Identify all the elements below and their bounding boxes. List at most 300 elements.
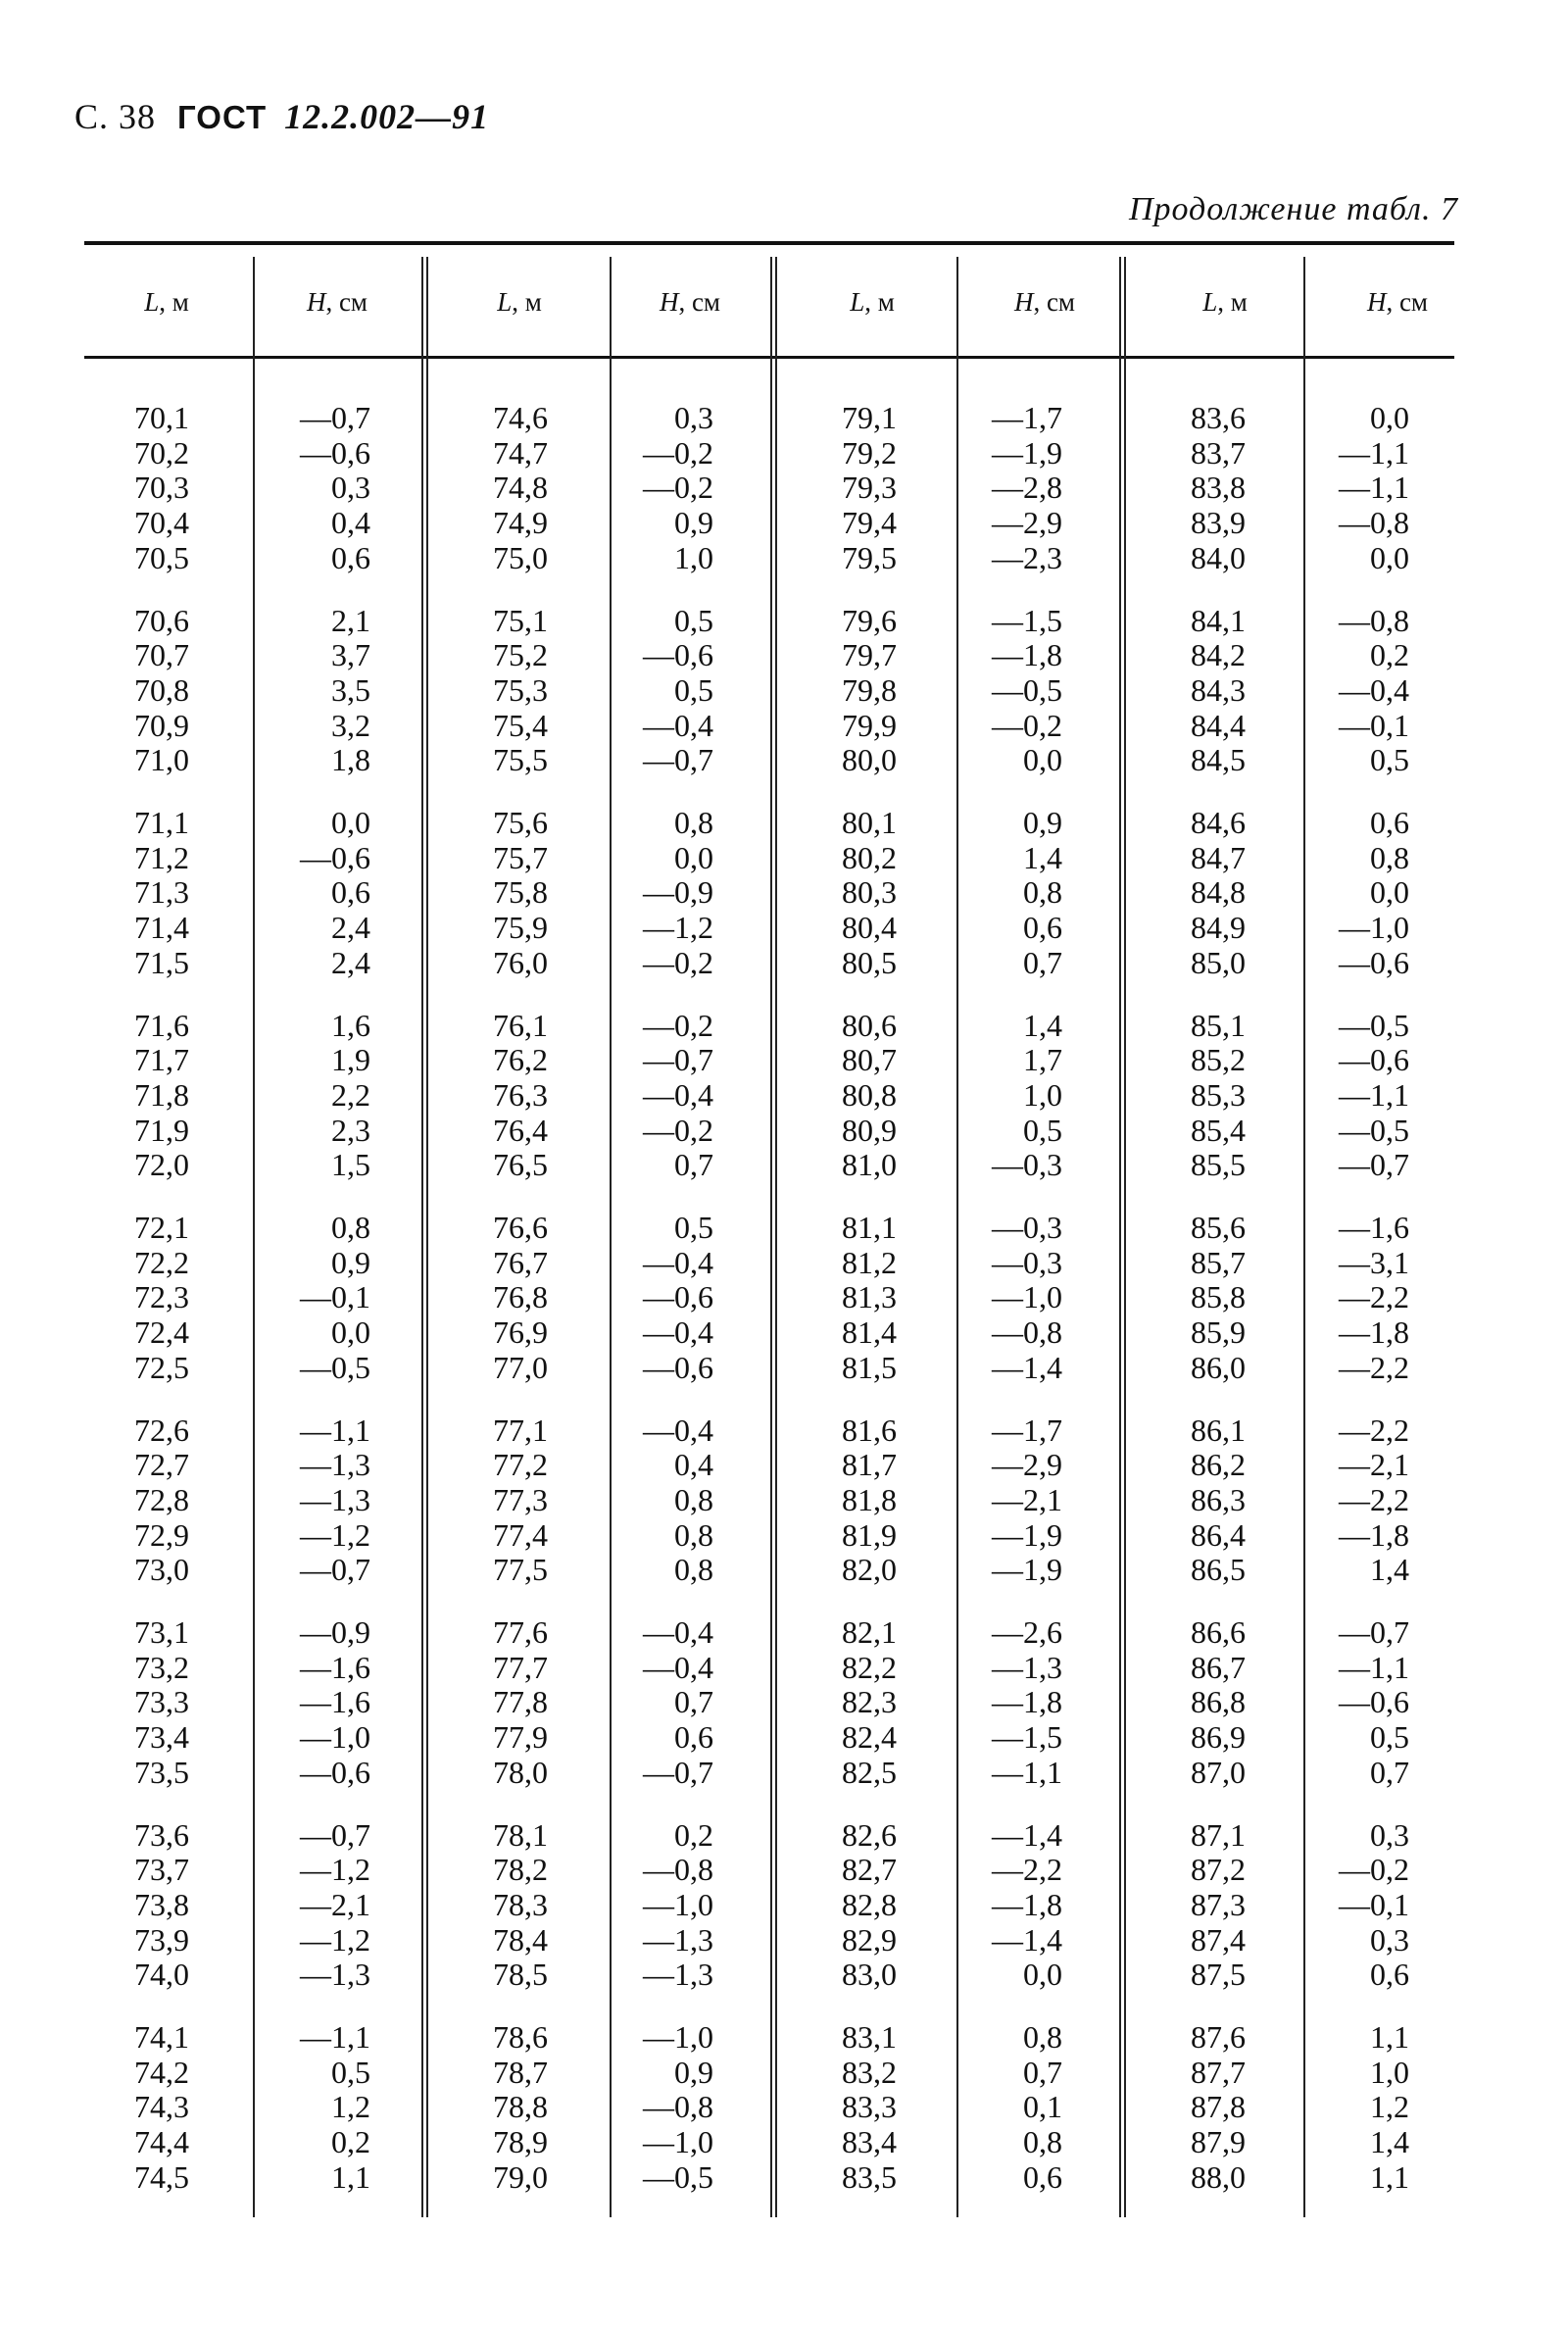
table-cell-height: 1,5 [331, 1147, 370, 1183]
table-cell-length: 78,8 [493, 2089, 548, 2125]
table-cell-length: 76,4 [493, 1112, 548, 1148]
table-cell-length: 71,0 [134, 742, 189, 778]
table-cell-height: 0,8 [674, 1481, 713, 1517]
table-cell-length: 80,0 [842, 742, 897, 778]
table-cell-length: 83,3 [842, 2089, 897, 2125]
table-cell-height: 0,7 [1023, 944, 1062, 980]
table-cell-length: 81,3 [842, 1279, 897, 1315]
table-cell-length: 87,6 [1191, 2019, 1246, 2055]
table-cell-height: 0,3 [674, 400, 713, 435]
table-cell-length: 70,6 [134, 602, 189, 638]
table-cell-length: 85,5 [1191, 1147, 1246, 1183]
table-cell-length: 78,4 [493, 1921, 548, 1958]
table-cell-height: —0,6 [643, 1279, 713, 1315]
table-cell-length: 71,2 [134, 839, 189, 875]
table-cell-length: 77,2 [493, 1447, 548, 1483]
table-cell-height: 3,7 [331, 637, 370, 673]
table-cell-length: 70,1 [134, 400, 189, 435]
table-cell-length: 81,0 [842, 1147, 897, 1183]
table-cell-length: 84,5 [1191, 742, 1246, 778]
table-cell-length: 77,8 [493, 1684, 548, 1720]
table-cell-height: —0,8 [643, 1852, 713, 1888]
table-cell-height: —0,6 [1339, 1684, 1409, 1720]
table-cell-length: 79,4 [842, 505, 897, 541]
table-cell-height: 1,2 [1370, 2089, 1409, 2125]
table-cell-length: 82,9 [842, 1921, 897, 1958]
table-cell-length: 72,2 [134, 1244, 189, 1280]
table-cell-height: —0,4 [643, 1614, 713, 1650]
table-cell-length: 70,2 [134, 434, 189, 471]
table-cell-height: 0,5 [1023, 1112, 1062, 1148]
table-cell-length: 82,5 [842, 1754, 897, 1790]
table-cell-height: —1,2 [643, 910, 713, 946]
column-header-unit: , см [325, 287, 368, 317]
table-cell-height: —0,3 [992, 1244, 1062, 1280]
table-cell-length: 78,0 [493, 1754, 548, 1790]
table-cell-height: —1,3 [300, 1957, 370, 1993]
table-cell-height: 0,2 [674, 1816, 713, 1853]
column-header-length-2 [461, 282, 578, 322]
table-cell-height: —0,4 [643, 1649, 713, 1685]
table-cell-height: 0,5 [1370, 1719, 1409, 1756]
column-header-symbol: H [306, 287, 326, 317]
table-cell-length: 86,7 [1191, 1649, 1246, 1685]
table-cell-length: 70,9 [134, 707, 189, 743]
table-cell-height: 0,0 [331, 805, 370, 840]
table-cell-length: 70,5 [134, 539, 189, 575]
table-cell-length: 78,1 [493, 1816, 548, 1853]
column-header-symbol: L [1202, 287, 1218, 317]
table-cell-height: 2,2 [331, 1076, 370, 1113]
table-cell-height: —1,8 [1339, 1314, 1409, 1351]
table-cell-height: —0,2 [643, 1112, 713, 1148]
column-header-symbol: L [850, 287, 865, 317]
table-cell-height: —0,1 [300, 1279, 370, 1315]
table-cell-length: 81,5 [842, 1349, 897, 1385]
column-header-length-1 [108, 282, 225, 322]
table-cell-length: 72,9 [134, 1516, 189, 1553]
table-cell-height: —2,3 [992, 539, 1062, 575]
table-cell-length: 75,4 [493, 707, 548, 743]
table-cell-height: —1,4 [992, 1816, 1062, 1853]
table-cell-height: —0,9 [300, 1614, 370, 1650]
table-cell-height: —0,5 [992, 671, 1062, 708]
table-cell-length: 72,6 [134, 1412, 189, 1448]
column-header-unit: , см [678, 287, 721, 317]
table-cell-height: —0,8 [1339, 602, 1409, 638]
table-cell-height: —2,9 [992, 505, 1062, 541]
table-cell-length: 83,1 [842, 2019, 897, 2055]
table-cell-length: 86,3 [1191, 1481, 1246, 1517]
table-cell-length: 86,5 [1191, 1552, 1246, 1588]
table-cell-height: —1,0 [643, 2124, 713, 2160]
table-cell-length: 76,7 [493, 1244, 548, 1280]
table-cell-length: 86,1 [1191, 1412, 1246, 1448]
table-cell-length: 76,6 [493, 1210, 548, 1245]
table-cell-length: 71,6 [134, 1007, 189, 1043]
table-cell-height: —0,7 [300, 1816, 370, 1853]
table-cell-length: 73,1 [134, 1614, 189, 1650]
column-header-unit: , м [512, 287, 542, 317]
table-cell-length: 75,7 [493, 839, 548, 875]
table-cell-height: 0,7 [1370, 1754, 1409, 1790]
table-cell-length: 76,3 [493, 1076, 548, 1113]
table-cell-length: 71,3 [134, 874, 189, 911]
table-cell-height: —0,7 [300, 1552, 370, 1588]
table-cell-length: 87,2 [1191, 1852, 1246, 1888]
table-cell-height: 1,1 [331, 2158, 370, 2195]
table-cell-height: —0,7 [643, 1042, 713, 1078]
table-cell-height: 0,7 [674, 1684, 713, 1720]
table-cell-height: 2,3 [331, 1112, 370, 1148]
table-cell-length: 81,2 [842, 1244, 897, 1280]
table-cell-length: 75,9 [493, 910, 548, 946]
table-cell-height: —1,1 [300, 2019, 370, 2055]
table-cell-height: —0,8 [992, 1314, 1062, 1351]
table-cell-height: —2,2 [1339, 1349, 1409, 1385]
table-cell-height: 0,8 [1023, 2124, 1062, 2160]
table-cell-length: 88,0 [1191, 2158, 1246, 2195]
table-cell-height: 0,2 [1370, 637, 1409, 673]
table-cell-height: 0,3 [1370, 1921, 1409, 1958]
table-cell-length: 77,0 [493, 1349, 548, 1385]
table-cell-height: —1,0 [643, 1886, 713, 1922]
table-cell-height: —0,7 [643, 1754, 713, 1790]
table-cell-length: 77,7 [493, 1649, 548, 1685]
table-cell-height: —1,7 [992, 400, 1062, 435]
table-cell-height: —1,1 [300, 1412, 370, 1448]
column-header-unit: , м [864, 287, 895, 317]
table-cell-length: 87,1 [1191, 1816, 1246, 1853]
table-cell-height: —1,2 [300, 1852, 370, 1888]
table-cell-length: 81,7 [842, 1447, 897, 1483]
table-cell-length: 75,3 [493, 671, 548, 708]
table-continuation-caption: Продолжение табл. 7 [1128, 191, 1458, 227]
table-cell-length: 80,9 [842, 1112, 897, 1148]
column-header-length-4 [1166, 282, 1284, 322]
table-cell-height: 1,9 [331, 1042, 370, 1078]
table-cell-length: 77,3 [493, 1481, 548, 1517]
table-cell-height: 0,5 [674, 671, 713, 708]
table-cell-height: —0,4 [643, 1412, 713, 1448]
table-cell-length: 78,2 [493, 1852, 548, 1888]
table-cell-height: 1,4 [1370, 1552, 1409, 1588]
table-cell-height: 0,6 [331, 874, 370, 911]
table-cell-height: —1,6 [1339, 1210, 1409, 1245]
table-cell-height: 0,9 [331, 1244, 370, 1280]
table-cell-length: 81,1 [842, 1210, 897, 1245]
table-cell-length: 84,8 [1191, 874, 1246, 911]
table-cell-height: 0,7 [674, 1147, 713, 1183]
table-cell-length: 81,9 [842, 1516, 897, 1553]
table-cell-height: —0,7 [643, 742, 713, 778]
table-cell-length: 70,4 [134, 505, 189, 541]
table-cell-length: 76,9 [493, 1314, 548, 1351]
table-cell-height: 0,7 [1023, 2054, 1062, 2090]
table-cell-height: —0,7 [300, 400, 370, 435]
table-cell-length: 77,1 [493, 1412, 548, 1448]
table-cell-height: —0,7 [1339, 1147, 1409, 1183]
column-header-symbol: L [144, 287, 160, 317]
table-cell-length: 79,0 [493, 2158, 548, 2195]
table-cell-length: 75,2 [493, 637, 548, 673]
table-cell-height: —1,1 [1339, 1649, 1409, 1685]
table-cell-height: —0,6 [1339, 944, 1409, 980]
table-cell-length: 80,5 [842, 944, 897, 980]
table-cell-length: 81,8 [842, 1481, 897, 1517]
table-cell-length: 85,9 [1191, 1314, 1246, 1351]
table-cell-height: —0,4 [1339, 671, 1409, 708]
table-cell-length: 85,2 [1191, 1042, 1246, 1078]
table-cell-height: —0,4 [643, 707, 713, 743]
table-cell-height: 1,2 [331, 2089, 370, 2125]
table-cell-length: 73,2 [134, 1649, 189, 1685]
table-cell-length: 71,8 [134, 1076, 189, 1113]
table-cell-length: 71,9 [134, 1112, 189, 1148]
table-cell-height: 0,9 [674, 505, 713, 541]
table-cell-height: 0,5 [1370, 742, 1409, 778]
table-cell-length: 86,9 [1191, 1719, 1246, 1756]
table-cell-length: 79,8 [842, 671, 897, 708]
table-cell-length: 83,9 [1191, 505, 1246, 541]
table-cell-length: 72,4 [134, 1314, 189, 1351]
table-cell-length: 80,4 [842, 910, 897, 946]
table-cell-length: 77,4 [493, 1516, 548, 1553]
table-cell-height: 0,0 [674, 839, 713, 875]
table-cell-length: 84,9 [1191, 910, 1246, 946]
table-cell-length: 77,6 [493, 1614, 548, 1650]
table-top-rule [84, 241, 1454, 245]
table-cell-height: 0,8 [1023, 2019, 1062, 2055]
table-cell-length: 70,8 [134, 671, 189, 708]
table-cell-length: 82,4 [842, 1719, 897, 1756]
table-cell-height: 1,0 [1370, 2054, 1409, 2090]
table-cell-height: —1,1 [992, 1754, 1062, 1790]
table-cell-length: 85,7 [1191, 1244, 1246, 1280]
table-cell-length: 72,5 [134, 1349, 189, 1385]
table-cell-height: —1,0 [992, 1279, 1062, 1315]
table-cell-height: —1,3 [300, 1447, 370, 1483]
table-cell-height: 0,0 [1370, 874, 1409, 911]
table-cell-length: 87,4 [1191, 1921, 1246, 1958]
column-header-height-3 [986, 282, 1103, 322]
table-cell-length: 82,6 [842, 1816, 897, 1853]
table-cell-length: 74,5 [134, 2158, 189, 2195]
table-cell-length: 80,3 [842, 874, 897, 911]
table-cell-height: 0,5 [331, 2054, 370, 2090]
table-cell-height: —0,2 [643, 944, 713, 980]
table-cell-length: 83,7 [1191, 434, 1246, 471]
table-cell-height: —0,1 [1339, 707, 1409, 743]
table-cell-height: 0,9 [674, 2054, 713, 2090]
table-cell-height: —1,3 [643, 1957, 713, 1993]
table-cell-height: —1,5 [992, 602, 1062, 638]
table-cell-length: 78,5 [493, 1957, 548, 1993]
table-cell-length: 85,0 [1191, 944, 1246, 980]
table-cell-height: —2,1 [1339, 1447, 1409, 1483]
table-cell-height: 2,1 [331, 602, 370, 638]
table-cell-length: 87,8 [1191, 2089, 1246, 2125]
table-cell-height: —0,5 [300, 1349, 370, 1385]
table-cell-height: —1,4 [992, 1921, 1062, 1958]
table-cell-height: —1,8 [992, 637, 1062, 673]
table-cell-length: 74,9 [493, 505, 548, 541]
table-cell-height: 3,2 [331, 707, 370, 743]
table-cell-length: 87,0 [1191, 1754, 1246, 1790]
table-cell-height: 0,4 [331, 505, 370, 541]
table-cell-length: 71,5 [134, 944, 189, 980]
table-cell-length: 80,7 [842, 1042, 897, 1078]
table-cell-height: —1,6 [300, 1684, 370, 1720]
table-cell-length: 72,3 [134, 1279, 189, 1315]
table-cell-height: 0,6 [1370, 1957, 1409, 1993]
table-cell-length: 71,7 [134, 1042, 189, 1078]
page-number: С. 38 [74, 97, 157, 136]
column-pair-double-separator [421, 257, 428, 2217]
table-cell-length: 79,6 [842, 602, 897, 638]
table-cell-length: 79,3 [842, 470, 897, 506]
table-cell-length: 74,4 [134, 2124, 189, 2160]
table-cell-height: —1,1 [1339, 434, 1409, 471]
table-cell-height: —0,2 [643, 434, 713, 471]
table-cell-height: —1,0 [300, 1719, 370, 1756]
table-cell-height: 1,4 [1370, 2124, 1409, 2160]
column-header-symbol: H [1013, 287, 1034, 317]
table-cell-length: 77,5 [493, 1552, 548, 1588]
table-cell-height: 0,6 [331, 539, 370, 575]
column-header-unit: , см [1386, 287, 1429, 317]
table-cell-length: 75,8 [493, 874, 548, 911]
table-cell-height: 0,0 [1023, 1957, 1062, 1993]
table-cell-height: 1,4 [1023, 1007, 1062, 1043]
table-cell-height: —1,3 [643, 1921, 713, 1958]
table-cell-length: 83,2 [842, 2054, 897, 2090]
table-cell-height: 0,8 [1370, 839, 1409, 875]
table-cell-length: 84,6 [1191, 805, 1246, 840]
table-cell-length: 73,9 [134, 1921, 189, 1958]
table-cell-length: 76,8 [493, 1279, 548, 1315]
table-cell-height: —0,7 [1339, 1614, 1409, 1650]
table-cell-length: 78,7 [493, 2054, 548, 2090]
table-cell-height: —0,8 [1339, 505, 1409, 541]
table-cell-length: 74,6 [493, 400, 548, 435]
table-cell-length: 85,8 [1191, 1279, 1246, 1315]
table-cell-height: —1,7 [992, 1412, 1062, 1448]
table-cell-length: 72,8 [134, 1481, 189, 1517]
table-cell-height: 0,8 [674, 805, 713, 840]
table-cell-height: —1,9 [992, 1516, 1062, 1553]
table-cell-length: 78,3 [493, 1886, 548, 1922]
table-cell-length: 82,0 [842, 1552, 897, 1588]
table-cell-height: —0,4 [643, 1314, 713, 1351]
table-cell-height: —1,0 [1339, 910, 1409, 946]
table-cell-length: 72,1 [134, 1210, 189, 1245]
table-cell-length: 83,4 [842, 2124, 897, 2160]
table-cell-length: 77,9 [493, 1719, 548, 1756]
table-cell-length: 73,0 [134, 1552, 189, 1588]
table-cell-length: 83,5 [842, 2158, 897, 2195]
table-cell-length: 76,1 [493, 1007, 548, 1043]
table-cell-height: —2,2 [1339, 1481, 1409, 1517]
table-cell-height: —1,1 [1339, 1076, 1409, 1113]
table-cell-height: 0,6 [1023, 910, 1062, 946]
table-cell-length: 82,1 [842, 1614, 897, 1650]
table-cell-height: —0,6 [300, 434, 370, 471]
table-cell-length: 85,4 [1191, 1112, 1246, 1148]
table-cell-length: 76,2 [493, 1042, 548, 1078]
table-cell-height: —1,8 [992, 1684, 1062, 1720]
column-header-unit: , м [1217, 287, 1248, 317]
table-cell-height: 0,0 [1370, 539, 1409, 575]
table-cell-height: —0,8 [643, 2089, 713, 2125]
table-cell-length: 87,9 [1191, 2124, 1246, 2160]
table-cell-height: 1,6 [331, 1007, 370, 1043]
table-cell-height: 0,1 [1023, 2089, 1062, 2125]
table-cell-length: 78,6 [493, 2019, 548, 2055]
table-cell-length: 79,2 [842, 434, 897, 471]
standard-label: ГОСТ [177, 99, 268, 135]
table-cell-height: 0,9 [1023, 805, 1062, 840]
column-header-symbol: H [659, 287, 679, 317]
table-cell-length: 74,8 [493, 470, 548, 506]
table-cell-height: —0,2 [643, 470, 713, 506]
table-cell-height: —0,6 [643, 1349, 713, 1385]
table-cell-height: —0,3 [992, 1210, 1062, 1245]
table-cell-length: 84,2 [1191, 637, 1246, 673]
table-cell-height: —0,4 [643, 1244, 713, 1280]
column-header-unit: , м [159, 287, 189, 317]
table-cell-length: 75,0 [493, 539, 548, 575]
table-cell-height: 0,6 [1370, 805, 1409, 840]
table-cell-height: 0,2 [331, 2124, 370, 2160]
table-cell-height: —1,9 [992, 1552, 1062, 1588]
table-cell-length: 86,2 [1191, 1447, 1246, 1483]
table-cell-length: 74,1 [134, 2019, 189, 2055]
table-cell-height: —0,2 [992, 707, 1062, 743]
table-cell-length: 75,1 [493, 602, 548, 638]
table-cell-height: 0,3 [1370, 1816, 1409, 1853]
column-header-symbol: H [1366, 287, 1387, 317]
standard-number: 12.2.002—91 [284, 97, 490, 136]
table-cell-length: 79,9 [842, 707, 897, 743]
table-cell-length: 85,3 [1191, 1076, 1246, 1113]
table-cell-length: 73,8 [134, 1886, 189, 1922]
table-cell-height: —0,5 [643, 2158, 713, 2195]
table-cell-length: 70,7 [134, 637, 189, 673]
table-cell-height: —2,9 [992, 1447, 1062, 1483]
table-cell-length: 76,0 [493, 944, 548, 980]
table-cell-height: 2,4 [331, 944, 370, 980]
table-cell-height: 0,5 [674, 1210, 713, 1245]
table-cell-height: —0,2 [643, 1007, 713, 1043]
table-cell-length: 74,7 [493, 434, 548, 471]
column-header-height-2 [631, 282, 749, 322]
table-cell-length: 86,6 [1191, 1614, 1246, 1650]
table-cell-length: 72,0 [134, 1147, 189, 1183]
table-cell-length: 79,7 [842, 637, 897, 673]
table-cell-length: 76,5 [493, 1147, 548, 1183]
table-cell-length: 86,4 [1191, 1516, 1246, 1553]
table-cell-height: —1,2 [300, 1921, 370, 1958]
table-cell-height: 0,0 [331, 1314, 370, 1351]
table-cell-length: 73,7 [134, 1852, 189, 1888]
table-cell-length: 73,4 [134, 1719, 189, 1756]
table-cell-height: 0,4 [674, 1447, 713, 1483]
table-cell-height: —2,2 [1339, 1279, 1409, 1315]
table-cell-length: 80,6 [842, 1007, 897, 1043]
table-cell-height: —0,6 [300, 839, 370, 875]
table-cell-height: 0,8 [674, 1552, 713, 1588]
